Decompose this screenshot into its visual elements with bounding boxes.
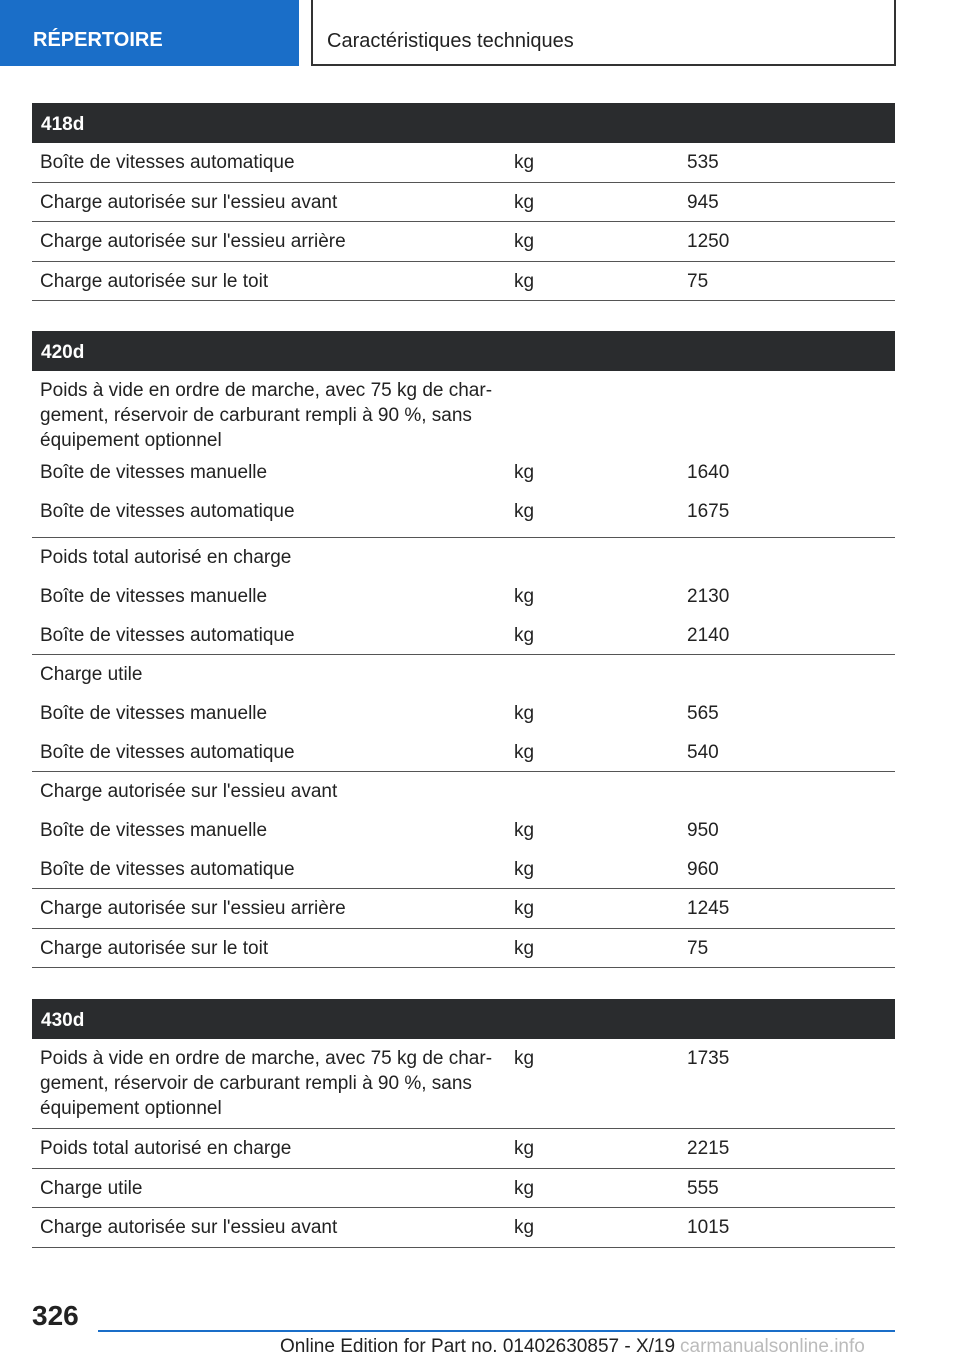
row-value: 1640 [687, 462, 730, 483]
row-unit: kg [514, 462, 535, 483]
table-row [32, 655, 895, 694]
section-title: Caractéristiques techniques [327, 30, 574, 52]
row-value: 945 [687, 192, 719, 213]
row-label: Boîte de vitesses manuelle [40, 462, 268, 483]
row-unit: kg [514, 1138, 535, 1159]
table-row [32, 371, 895, 460]
row-value: 1245 [687, 898, 730, 919]
row-unit: kg [514, 742, 535, 763]
table-row [32, 929, 895, 968]
table-row [32, 616, 895, 655]
row-value: 2215 [687, 1138, 730, 1159]
row-label: Poids à vide en ordre de marche, avec 75 kg de char-gement, réservoir de carburant rempli à 90 %, sans équipement optionnel [40, 380, 493, 451]
table-row [32, 1208, 895, 1248]
table-row [32, 850, 895, 889]
row-value: 1735 [687, 1048, 730, 1069]
table-row [32, 262, 895, 301]
row-unit: kg [514, 1217, 535, 1238]
table-row [32, 694, 895, 733]
row-label: Charge utile [40, 664, 143, 685]
table-row [32, 1169, 895, 1208]
spec-table-418d [32, 103, 895, 301]
table-row [32, 499, 895, 538]
edition-text: Online Edition for Part no. 01402630857 - X/19 [280, 1336, 676, 1357]
table-model-heading: 420d [32, 331, 895, 371]
row-label: Boîte de vitesses manuelle [40, 586, 268, 607]
row-label: Charge autorisée sur le toit [40, 271, 269, 292]
page-number: 326 [32, 1300, 79, 1331]
row-unit: kg [514, 938, 535, 959]
row-unit: kg [514, 192, 535, 213]
spec-table-420d [32, 331, 895, 968]
row-value: 75 [687, 938, 709, 959]
row-label: Charge autorisée sur l'essieu avant [40, 192, 338, 213]
row-value: 950 [687, 820, 719, 841]
spec-table-430d [32, 999, 895, 1248]
row-label: Poids total autorisé en charge [40, 1138, 292, 1159]
row-value: 535 [687, 152, 719, 173]
row-unit: kg [514, 820, 535, 841]
index-tab[interactable]: RÉPERTOIRE [0, 0, 299, 66]
row-unit: kg [514, 231, 535, 252]
row-label: Boîte de vitesses manuelle [40, 703, 268, 724]
table-row [32, 1129, 895, 1169]
row-label: Charge autorisée sur le toit [40, 938, 269, 959]
table-row [32, 1039, 895, 1129]
row-unit: kg [514, 1048, 535, 1069]
table-row [32, 772, 895, 811]
top-bar [0, 0, 960, 66]
row-unit: kg [514, 1178, 535, 1199]
row-label: Charge autorisée sur l'essieu arrière [40, 231, 346, 252]
table-row [32, 183, 895, 222]
row-value: 1675 [687, 501, 730, 522]
row-value: 565 [687, 703, 719, 724]
row-label: Charge utile [40, 1178, 143, 1199]
row-label: Boîte de vitesses manuelle [40, 820, 268, 841]
table-row [32, 577, 895, 616]
row-value: 540 [687, 742, 719, 763]
table-row [32, 143, 895, 183]
section-header [311, 0, 896, 66]
row-value: 555 [687, 1178, 719, 1199]
row-label: Poids à vide en ordre de marche, avec 75 kg de char-gement, réservoir de carburant rempli à 90 %, sans équipement optionnel [40, 1048, 493, 1119]
row-unit: kg [514, 898, 535, 919]
table-row [32, 733, 895, 772]
row-value: 75 [687, 271, 709, 292]
table-row [32, 460, 895, 499]
row-label: Charge autorisée sur l'essieu avant [40, 1217, 338, 1238]
row-unit: kg [514, 703, 535, 724]
row-label: Boîte de vitesses automatique [40, 859, 295, 880]
row-unit: kg [514, 271, 535, 292]
row-label: Boîte de vitesses automatique [40, 152, 295, 173]
row-unit: kg [514, 625, 535, 646]
table-row [32, 811, 895, 850]
table-model-heading: 418d [32, 103, 895, 143]
row-label: Boîte de vitesses automatique [40, 742, 295, 763]
row-value: 960 [687, 859, 719, 880]
row-unit: kg [514, 501, 535, 522]
row-label: Boîte de vitesses automatique [40, 625, 295, 646]
table-row [32, 222, 895, 262]
row-value: 1250 [687, 231, 730, 252]
row-label: Charge autorisée sur l'essieu arrière [40, 898, 346, 919]
footer-divider [98, 1330, 895, 1332]
watermark: carmanualsonline.info [680, 1336, 865, 1357]
row-unit: kg [514, 586, 535, 607]
row-unit: kg [514, 859, 535, 880]
row-label: Boîte de vitesses automatique [40, 501, 295, 522]
row-value: 1015 [687, 1217, 730, 1238]
table-row [32, 538, 895, 577]
table-row [32, 889, 895, 929]
row-value: 2140 [687, 625, 730, 646]
row-label: Poids total autorisé en charge [40, 547, 292, 568]
row-value: 2130 [687, 586, 730, 607]
row-unit: kg [514, 152, 535, 173]
row-label: Charge autorisée sur l'essieu avant [40, 781, 338, 802]
table-model-heading: 430d [32, 999, 895, 1039]
